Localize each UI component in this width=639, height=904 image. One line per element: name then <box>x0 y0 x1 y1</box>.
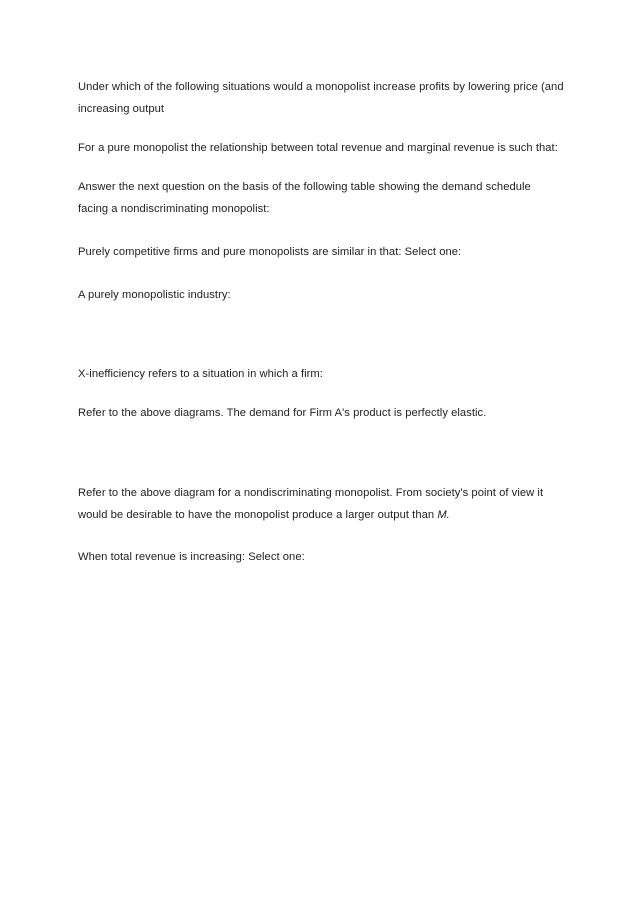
question-paragraph-7 <box>78 402 578 424</box>
text-line: When total revenue is increasing: Select one: <box>78 551 305 563</box>
text-line: Refer to the above diagram for a nondiscriminating monopolist. From society's point of view it <box>78 487 544 499</box>
text-line <box>78 504 578 526</box>
question-paragraph-3 <box>78 176 578 220</box>
text-fragment: would be desirable to have the monopolist produce a larger output than <box>78 509 438 521</box>
text-line: Purely competitive firms and pure monopolists are similar in that: Select one: <box>78 246 462 258</box>
emphasis-text: M. <box>437 509 450 521</box>
question-paragraph-6 <box>78 363 578 385</box>
text-line: Under which of the following situations would a monopolist increase profits by lowering price (and <box>78 81 564 93</box>
question-paragraph-4 <box>78 241 578 263</box>
question-paragraph-9 <box>78 546 578 568</box>
text-line: facing a nondiscriminating monopolist: <box>78 203 270 215</box>
question-paragraph-5 <box>78 284 578 306</box>
text-line: Answer the next question on the basis of the following table showing the demand schedule <box>78 181 531 193</box>
question-paragraph-8 <box>78 482 578 526</box>
text-line: A purely monopolistic industry: <box>78 289 231 301</box>
text-line: For a pure monopolist the relationship between total revenue and marginal revenue is such that: <box>78 142 558 154</box>
question-paragraph-2 <box>78 137 578 159</box>
question-paragraph-1 <box>78 76 578 120</box>
text-line: Refer to the above diagrams. The demand for Firm A's product is perfectly elastic. <box>78 407 487 419</box>
text-line: increasing output <box>78 103 165 115</box>
text-line: X-inefficiency refers to a situation in which a firm: <box>78 368 323 380</box>
